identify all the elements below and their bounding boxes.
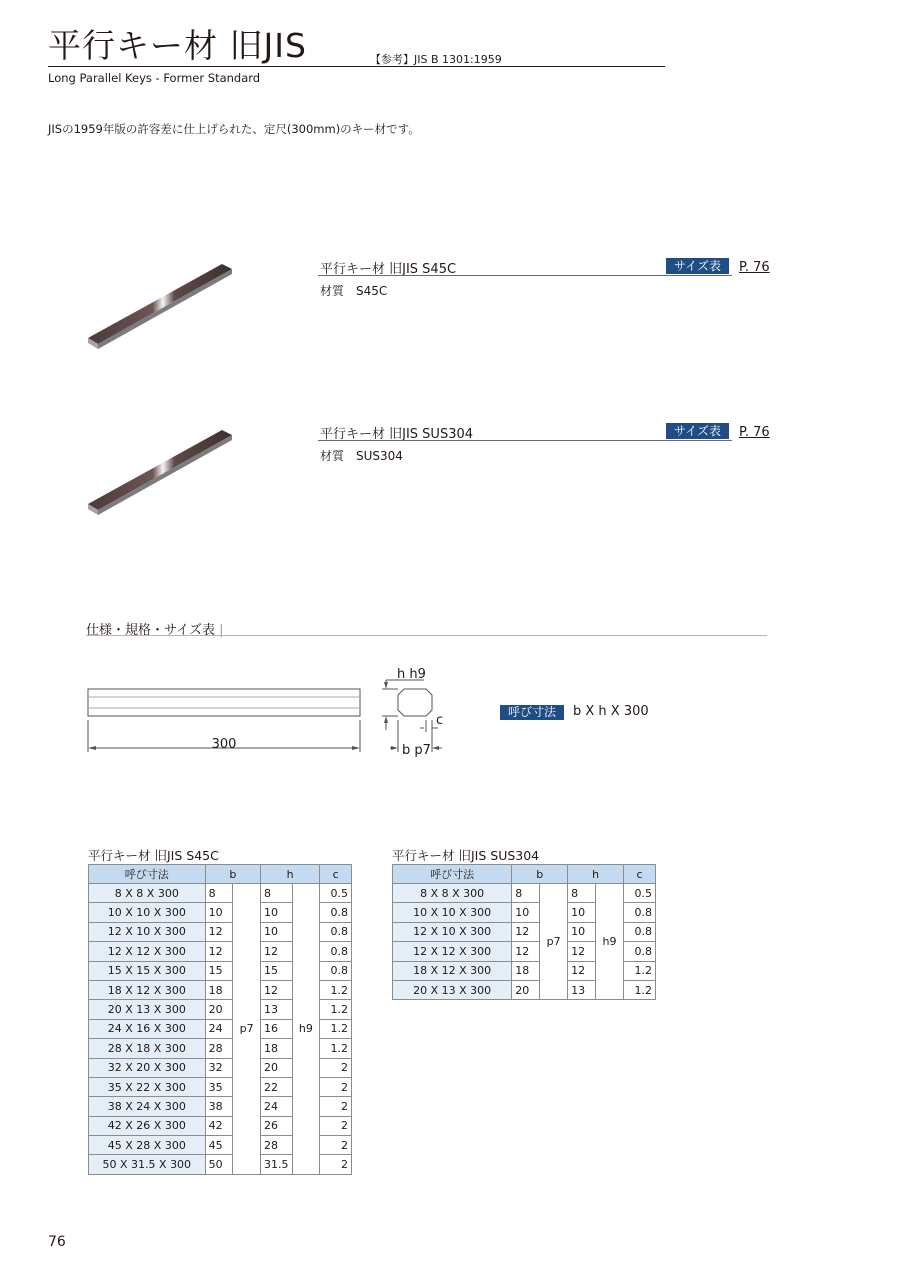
cell-size: 18 X 12 X 300: [89, 980, 206, 999]
cell-b: 42: [205, 1116, 233, 1135]
col-header-h: h: [261, 865, 320, 884]
standard-reference: 【参考】JIS B 1301:1959: [370, 53, 502, 66]
nominal-size-formula: b X h X 300: [573, 704, 649, 719]
cell-b: 35: [205, 1077, 233, 1096]
cell-c: 0.8: [320, 922, 352, 941]
product-divider-s45c: [318, 275, 732, 276]
size-table-s45c: [88, 864, 352, 1175]
table-row: [89, 884, 352, 903]
cell-c: 1.2: [624, 980, 656, 999]
cell-c: 1.2: [320, 1000, 352, 1019]
cell-b: 12: [512, 942, 540, 961]
cell-b: 10: [205, 903, 233, 922]
key-bar-image-sus304: [84, 424, 236, 520]
cell-b: 12: [205, 942, 233, 961]
page-title: 平行キー材 旧JIS: [48, 26, 307, 65]
cell-size: 10 X 10 X 300: [393, 903, 512, 922]
cell-c: 0.8: [624, 942, 656, 961]
product-name-s45c: 平行キー材 旧JIS S45C: [320, 262, 457, 277]
table-title-s45c: 平行キー材 旧JIS S45C: [88, 848, 219, 863]
table-header-row: [89, 865, 352, 884]
cell-b: 20: [205, 1000, 233, 1019]
cell-c: 2: [320, 1116, 352, 1135]
cell-h-tolerance: h9: [596, 884, 624, 1000]
cell-b: 38: [205, 1097, 233, 1116]
cell-h: 8: [568, 884, 596, 903]
cell-c: 0.8: [624, 922, 656, 941]
cell-size: 12 X 10 X 300: [89, 922, 206, 941]
cell-size: 12 X 10 X 300: [393, 922, 512, 941]
cell-c: 2: [320, 1058, 352, 1077]
cell-h: 16: [261, 1019, 293, 1038]
size-table-badge-sus304[interactable]: サイズ表: [666, 423, 729, 439]
material-s45c: 材質 S45C: [320, 284, 388, 298]
cell-size: 10 X 10 X 300: [89, 903, 206, 922]
cell-h: 26: [261, 1116, 293, 1135]
cell-c: 0.5: [320, 884, 352, 903]
cell-c: 0.8: [624, 903, 656, 922]
cell-h-tolerance: h9: [292, 884, 320, 1175]
col-header-size: 呼び寸法: [393, 865, 512, 884]
title-divider: [48, 66, 665, 67]
cell-b-tolerance: p7: [540, 884, 568, 1000]
table-header-row: [393, 865, 656, 884]
cell-h: 10: [568, 903, 596, 922]
product-divider-sus304: [318, 440, 732, 441]
cell-b: 32: [205, 1058, 233, 1077]
cell-h: 31.5: [261, 1155, 293, 1174]
cell-h: 12: [261, 942, 293, 961]
cell-b: 45: [205, 1136, 233, 1155]
cell-b: 8: [205, 884, 233, 903]
col-header-size: 呼び寸法: [89, 865, 206, 884]
col-header-h: h: [568, 865, 624, 884]
cell-h: 12: [261, 980, 293, 999]
cell-c: 2: [320, 1097, 352, 1116]
cell-size: 12 X 12 X 300: [393, 942, 512, 961]
cell-h: 15: [261, 961, 293, 980]
col-header-b: b: [512, 865, 568, 884]
cell-h: 12: [568, 942, 596, 961]
cell-b: 18: [205, 980, 233, 999]
spec-section-divider: [86, 635, 767, 636]
col-header-c: c: [624, 865, 656, 884]
cell-h: 24: [261, 1097, 293, 1116]
cell-h: 10: [261, 903, 293, 922]
cell-c: 1.2: [624, 961, 656, 980]
cell-b: 12: [205, 922, 233, 941]
dimension-diagram: [84, 660, 454, 765]
h-tolerance-label: h h9: [397, 667, 426, 682]
col-header-c: c: [320, 865, 352, 884]
cell-h: 20: [261, 1058, 293, 1077]
cell-c: 0.8: [320, 903, 352, 922]
cell-size: 38 X 24 X 300: [89, 1097, 206, 1116]
cell-size: 8 X 8 X 300: [89, 884, 206, 903]
cell-size: 20 X 13 X 300: [89, 1000, 206, 1019]
page-subtitle: Long Parallel Keys - Former Standard: [48, 71, 261, 85]
size-table-sus304: [392, 864, 656, 1000]
cell-size: 32 X 20 X 300: [89, 1058, 206, 1077]
chamfer-label: c: [436, 713, 444, 728]
cell-h: 18: [261, 1039, 293, 1058]
cell-size: 28 X 18 X 300: [89, 1039, 206, 1058]
material-sus304: 材質 SUS304: [320, 449, 403, 463]
cell-h: 8: [261, 884, 293, 903]
cell-h: 13: [261, 1000, 293, 1019]
cell-b: 15: [205, 961, 233, 980]
cell-h: 28: [261, 1136, 293, 1155]
table-row: [393, 884, 656, 903]
cell-size: 50 X 31.5 X 300: [89, 1155, 206, 1174]
length-label: 300: [211, 737, 237, 752]
page-ref-link-s45c[interactable]: P. 76: [739, 260, 770, 275]
cell-c: 1.2: [320, 1039, 352, 1058]
cell-b: 12: [512, 922, 540, 941]
cell-size: 42 X 26 X 300: [89, 1116, 206, 1135]
cell-size: 15 X 15 X 300: [89, 961, 206, 980]
cell-size: 45 X 28 X 300: [89, 1136, 206, 1155]
cell-size: 35 X 22 X 300: [89, 1077, 206, 1096]
cell-size: 18 X 12 X 300: [393, 961, 512, 980]
cell-c: 0.5: [624, 884, 656, 903]
cell-c: 2: [320, 1077, 352, 1096]
spec-section-title: 仕様・規格・サイズ表 |: [86, 623, 224, 638]
cell-b: 10: [512, 903, 540, 922]
page-number: 76: [48, 1234, 66, 1250]
cell-h: 13: [568, 980, 596, 999]
b-tolerance-label: b p7: [402, 743, 431, 758]
cell-c: 1.2: [320, 980, 352, 999]
cell-h: 10: [261, 922, 293, 941]
cell-c: 0.8: [320, 961, 352, 980]
product-description: JISの1959年版の許容差に仕上げられた、定尺(300mm)のキー材です。: [48, 122, 420, 136]
col-header-b: b: [205, 865, 260, 884]
cell-c: 2: [320, 1136, 352, 1155]
key-bar-image-s45c: [84, 258, 236, 354]
cell-h: 12: [568, 961, 596, 980]
table-title-sus304: 平行キー材 旧JIS SUS304: [392, 848, 540, 863]
cell-b: 50: [205, 1155, 233, 1174]
cell-size: 20 X 13 X 300: [393, 980, 512, 999]
nominal-size-badge: 呼び寸法: [500, 705, 564, 720]
cell-h: 10: [568, 922, 596, 941]
cell-b: 18: [512, 961, 540, 980]
page-ref-link-sus304[interactable]: P. 76: [739, 425, 770, 440]
cell-b: 24: [205, 1019, 233, 1038]
cell-h: 22: [261, 1077, 293, 1096]
cell-c: 0.8: [320, 942, 352, 961]
cell-c: 1.2: [320, 1019, 352, 1038]
cell-c: 2: [320, 1155, 352, 1174]
cell-b: 8: [512, 884, 540, 903]
product-name-sus304: 平行キー材 旧JIS SUS304: [320, 427, 474, 442]
cell-size: 8 X 8 X 300: [393, 884, 512, 903]
cell-b: 28: [205, 1039, 233, 1058]
cell-b: 20: [512, 980, 540, 999]
cell-size: 12 X 12 X 300: [89, 942, 206, 961]
cell-size: 24 X 16 X 300: [89, 1019, 206, 1038]
size-table-badge-s45c[interactable]: サイズ表: [666, 258, 729, 274]
cell-b-tolerance: p7: [233, 884, 261, 1175]
